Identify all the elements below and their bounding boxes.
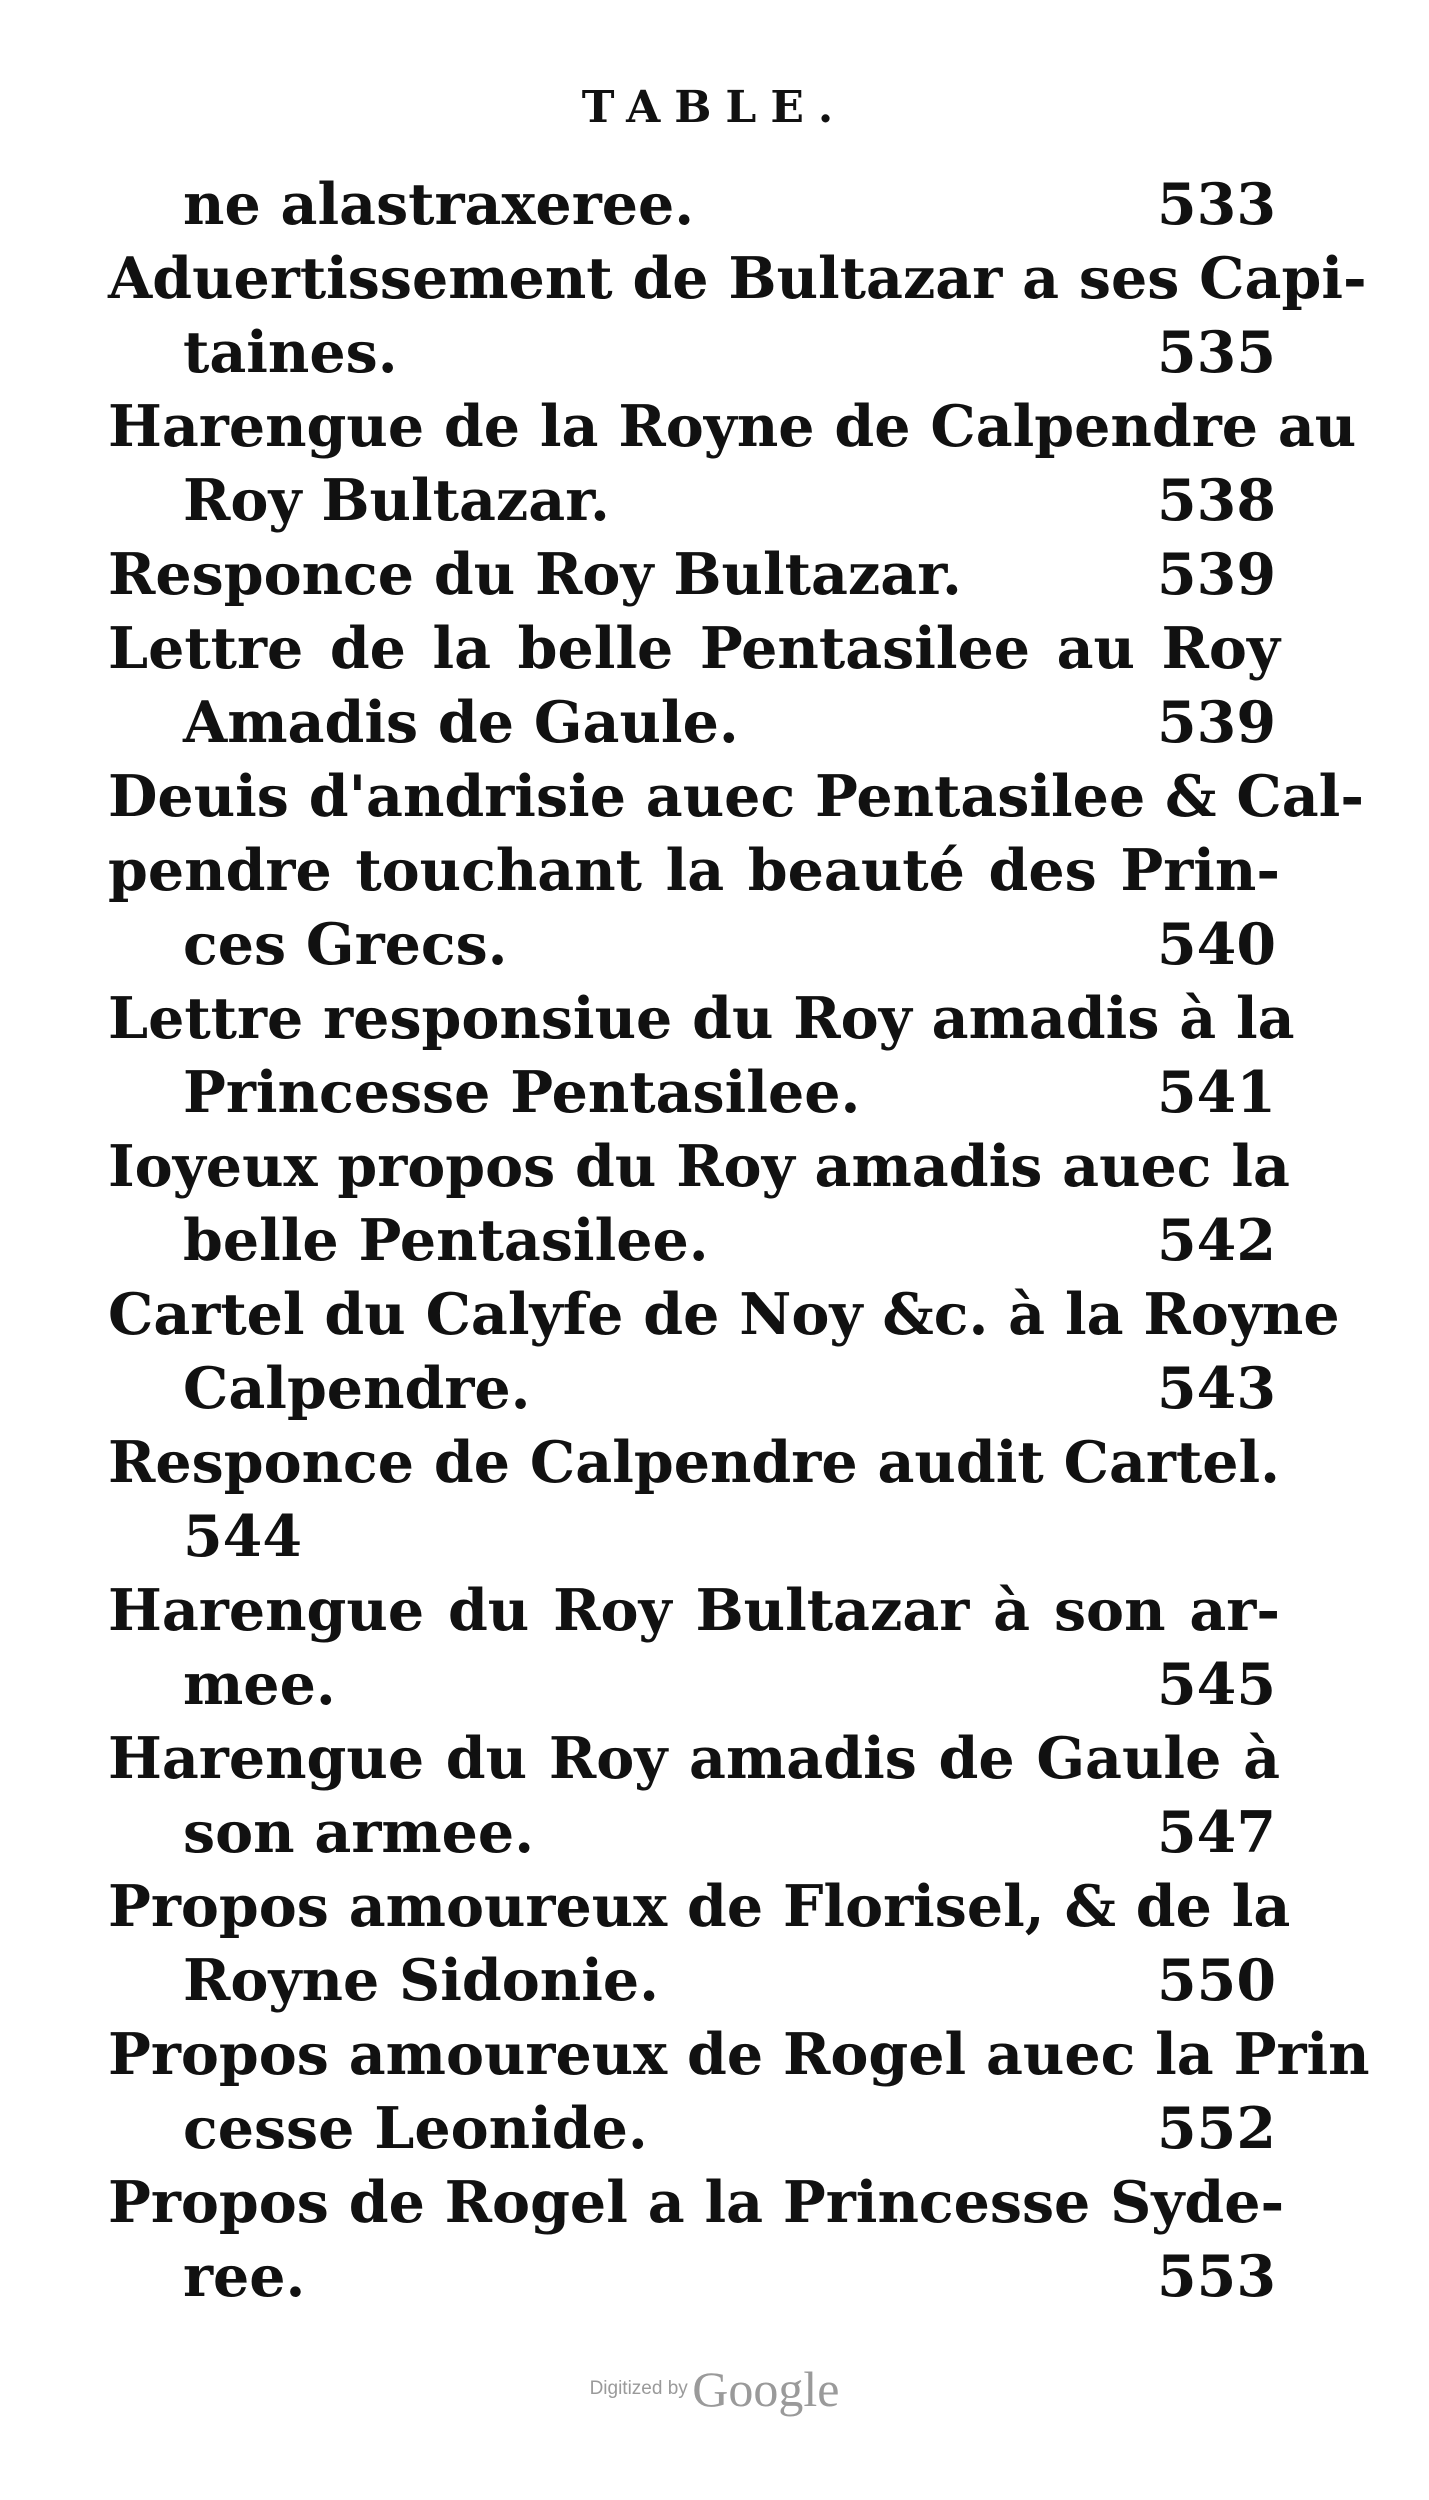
table-of-contents <box>108 168 1370 2314</box>
page-header: TABLE. <box>581 82 848 133</box>
toc-entry <box>108 1870 1291 2018</box>
entry-line: mee. <box>183 1651 336 1718</box>
page-number: 540 <box>1157 911 1276 978</box>
entry-line: Propos amoureux de Rogel auec la Prin <box>108 2021 1370 2088</box>
entry-line: Lettre de la belle Pentasilee au Roy <box>108 615 1280 682</box>
entry-line: Lettre responsiue du Roy amadis à la <box>108 985 1295 1052</box>
entry-line: Harengue du Roy Bultazar à son ar- <box>108 1577 1280 1644</box>
page-number: 545 <box>1157 1651 1276 1718</box>
entry-line: Ioyeux propos du Roy amadis auec la <box>108 1133 1290 1200</box>
entry-last-line <box>108 1204 1280 1278</box>
entry-line: Responce de Calpendre audit Cartel. <box>108 1429 1280 1496</box>
page-number: 539 <box>1157 541 1276 608</box>
entry-last-line <box>108 908 1280 982</box>
toc-entry <box>108 1722 1280 1870</box>
toc-entry <box>108 168 1280 242</box>
entry-line: Harengue de la Royne de Calpendre au <box>108 393 1357 460</box>
entry-last-line <box>108 168 1280 242</box>
toc-entry <box>108 612 1280 760</box>
entry-line: Responce du Roy Bultazar. <box>108 541 962 608</box>
page-number: 541 <box>1157 1059 1276 1126</box>
page-number: 542 <box>1157 1207 1276 1274</box>
entry-line: cesse Leonide. <box>183 2095 648 2162</box>
toc-entry <box>108 242 1367 390</box>
toc-entry <box>108 1574 1280 1722</box>
page-number: 539 <box>1157 689 1276 756</box>
entry-last-line <box>108 1352 1280 1426</box>
digitized-label: Digitized by <box>589 2378 688 2399</box>
digitized-footer <box>0 2360 1429 2418</box>
page-number: 550 <box>1157 1947 1276 2014</box>
entry-line: ree. <box>183 2243 306 2310</box>
entry-line: Calpendre. <box>183 1355 531 1422</box>
entry-last-line <box>108 2092 1280 2166</box>
entry-line: ces Grecs. <box>183 911 508 978</box>
page-number: 547 <box>1157 1799 1276 1866</box>
entry-line: Propos de Rogel a la Princesse Syde- <box>108 2169 1285 2236</box>
entry-last-line <box>108 1648 1280 1722</box>
entry-line: Harengue du Roy amadis de Gaule à <box>108 1725 1280 1792</box>
page-number: 533 <box>1157 171 1276 238</box>
entry-line: Princesse Pentasilee. <box>183 1059 861 1126</box>
entry-line: Cartel du Calyfe de Noy &c. à la Royne <box>108 1281 1340 1348</box>
page-number: 552 <box>1157 2095 1276 2162</box>
entry-last-line <box>108 1944 1280 2018</box>
toc-entry <box>108 2166 1285 2314</box>
entry-line: Amadis de Gaule. <box>183 689 739 756</box>
page-number: 543 <box>1157 1355 1276 1422</box>
toc-entry <box>108 982 1295 1130</box>
entry-last-line <box>108 464 1280 538</box>
entry-last-line <box>108 538 1280 612</box>
page-number: 538 <box>1157 467 1276 534</box>
entry-last-line <box>108 316 1280 390</box>
entry-last-line <box>108 686 1280 760</box>
page-number: 535 <box>1157 319 1276 386</box>
entry-line: ne alastraxeree. <box>183 171 695 238</box>
toc-entry <box>108 1426 1280 1574</box>
entry-line: taines. <box>183 319 398 386</box>
entry-line: Royne Sidonie. <box>183 1947 659 2014</box>
toc-entry <box>108 760 1364 982</box>
entry-line: belle Pentasilee. <box>183 1207 709 1274</box>
entry-line: Deuis d'andrisie auec Pentasilee & Cal- <box>108 763 1364 830</box>
entry-line: pendre touchant la beauté des Prin- <box>108 837 1280 904</box>
google-logo: Google <box>692 2361 840 2417</box>
toc-entry <box>108 390 1357 538</box>
entry-last-line <box>108 2240 1280 2314</box>
entry-last-line <box>108 1056 1280 1130</box>
toc-entry <box>108 2018 1370 2166</box>
page-number: 553 <box>1157 2243 1276 2310</box>
entry-line: son armee. <box>183 1799 535 1866</box>
entry-line: Propos amoureux de Florisel, & de la <box>108 1873 1291 1940</box>
toc-entry <box>108 1278 1340 1426</box>
entry-line: Roy Bultazar. <box>183 467 610 534</box>
entry-line: Aduertissement de Bultazar a ses Capi- <box>108 245 1367 312</box>
toc-entry <box>108 538 1280 612</box>
toc-entry <box>108 1130 1290 1278</box>
entry-last-line <box>108 1796 1280 1870</box>
page-number: 544 <box>183 1503 302 1570</box>
